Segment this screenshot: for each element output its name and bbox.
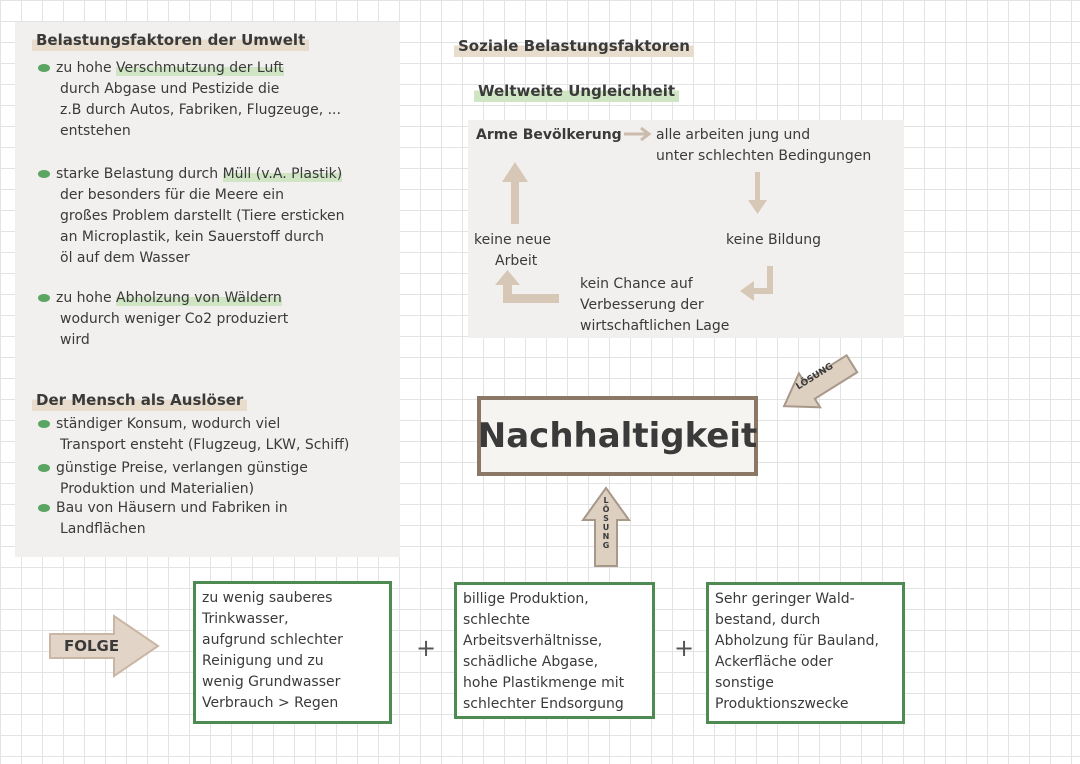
bullet-text: wodurch weniger Co2 produziert [60, 311, 289, 327]
consequence-line: hohe Plastikmenge mit [463, 675, 625, 691]
consequence-line: Ackerfläche oder [715, 654, 833, 670]
bullet-text: Produktion und Materialien) [60, 481, 255, 497]
bullet-text: großes Problem darstellt (Tiere ersticken [60, 208, 345, 224]
bullet-text: der besonders für die Meere ein [60, 187, 284, 203]
consequence-line: Sehr geringer Wald- [715, 591, 855, 607]
consequence-line: Reinigung und zu [202, 653, 324, 669]
bullet-text: an Microplastik, kein Sauerstoff durch [60, 229, 324, 245]
bullet-text: entstehen [60, 123, 131, 139]
consequence-line: schlechter Endsorgung [463, 696, 624, 712]
cycle-poor-population: Arme Bevölkerung [476, 127, 622, 143]
consequence-line: Produktionszwecke [715, 696, 849, 712]
plus-sign-2: + [674, 634, 695, 662]
consequence-line: Arbeitsverhältnisse, [463, 633, 603, 649]
human-heading: Der Mensch als Auslöser [32, 390, 247, 411]
consequence-line: Abholzung für Bauland, [715, 633, 879, 649]
consequence-line: sonstige [715, 675, 774, 691]
bullet-text: Transport ensteht (Flugzeug, LKW, Schiff) [60, 437, 350, 453]
cycle-no-chance-line1: kein Chance auf [580, 276, 693, 292]
consequence-box-forest [706, 582, 905, 724]
bullet-text: zu hohe [56, 60, 117, 76]
cycle-no-new-work-line1: keine neue [474, 232, 552, 248]
cycle-no-education: keine Bildung [726, 232, 821, 248]
folge-label: FOLGE [64, 637, 120, 655]
highlighted-term: Verschmutzung der Luft [116, 60, 284, 76]
bullet-text: z.B durch Autos, Fabriken, Flugzeuge, ... [60, 102, 341, 118]
cycle-arrow-corner [740, 266, 773, 301]
cycle-no-chance-line2: Verbesserung der [580, 297, 704, 313]
social-heading: Soziale Belastungsfaktoren [454, 36, 694, 57]
cycle-no-new-work-line2: Arbeit [495, 253, 538, 269]
cycle-work-young-line1: alle arbeiten jung und [656, 127, 811, 143]
cycle-arrow-return [495, 270, 559, 303]
highlighted-term: Abholzung von Wäldern [116, 290, 282, 306]
sustainability-box [477, 396, 758, 476]
consequence-line: schlechte [463, 612, 531, 628]
solution-arrow-right [773, 347, 862, 423]
consequence-line: bestand, durch [715, 612, 821, 628]
sustainability-title: Nachhaltigkeit [477, 416, 758, 456]
cycle-arrow-down [748, 172, 767, 214]
consequence-line: Trinkwasser, [202, 611, 289, 627]
bullet-text: Bau von Häusern und Fabriken in [56, 500, 288, 516]
bullet-text: günstige Preise, verlangen günstige [56, 460, 308, 476]
bullet-text: ständiger Konsum, wodurch viel [56, 416, 281, 432]
consequence-line: aufgrund schlechter [202, 632, 343, 648]
highlighted-term: Müll (v.A. Plastik) [222, 166, 343, 182]
consequence-line: wenig Grundwasser [202, 674, 341, 690]
plus-sign-1: + [416, 634, 437, 662]
consequence-line: billige Produktion, [463, 591, 589, 607]
solution-label-right: LÖSUNG [794, 361, 836, 393]
bullet-text: durch Abgase und Pestizide die [60, 81, 280, 97]
cycle-work-young-line2: unter schlechten Bedingungen [656, 148, 872, 164]
bullet-text: öl auf dem Wasser [60, 250, 190, 266]
solution-label-bottom: LÖSUNG [602, 496, 610, 550]
bullet-text: zu hohe [56, 290, 117, 306]
consequence-line: Verbrauch > Regen [202, 695, 339, 711]
consequence-line: zu wenig sauberes [202, 590, 333, 606]
consequence-box-production [454, 582, 655, 719]
social-subheading: Weltweite Ungleichheit [474, 81, 679, 102]
bullet-text: wird [60, 332, 90, 348]
cycle-arrow-right [624, 128, 649, 140]
bullet-text: starke Belastung durch [56, 166, 223, 182]
cycle-no-chance-line3: wirtschaftlichen Lage [580, 318, 730, 334]
cycle-arrow-up [502, 162, 528, 224]
bullet-text: Landflächen [60, 521, 146, 537]
consequence-box-water [193, 581, 392, 724]
environment-heading: Belastungsfaktoren der Umwelt [32, 30, 309, 51]
consequence-line: schädliche Abgase, [463, 654, 599, 670]
